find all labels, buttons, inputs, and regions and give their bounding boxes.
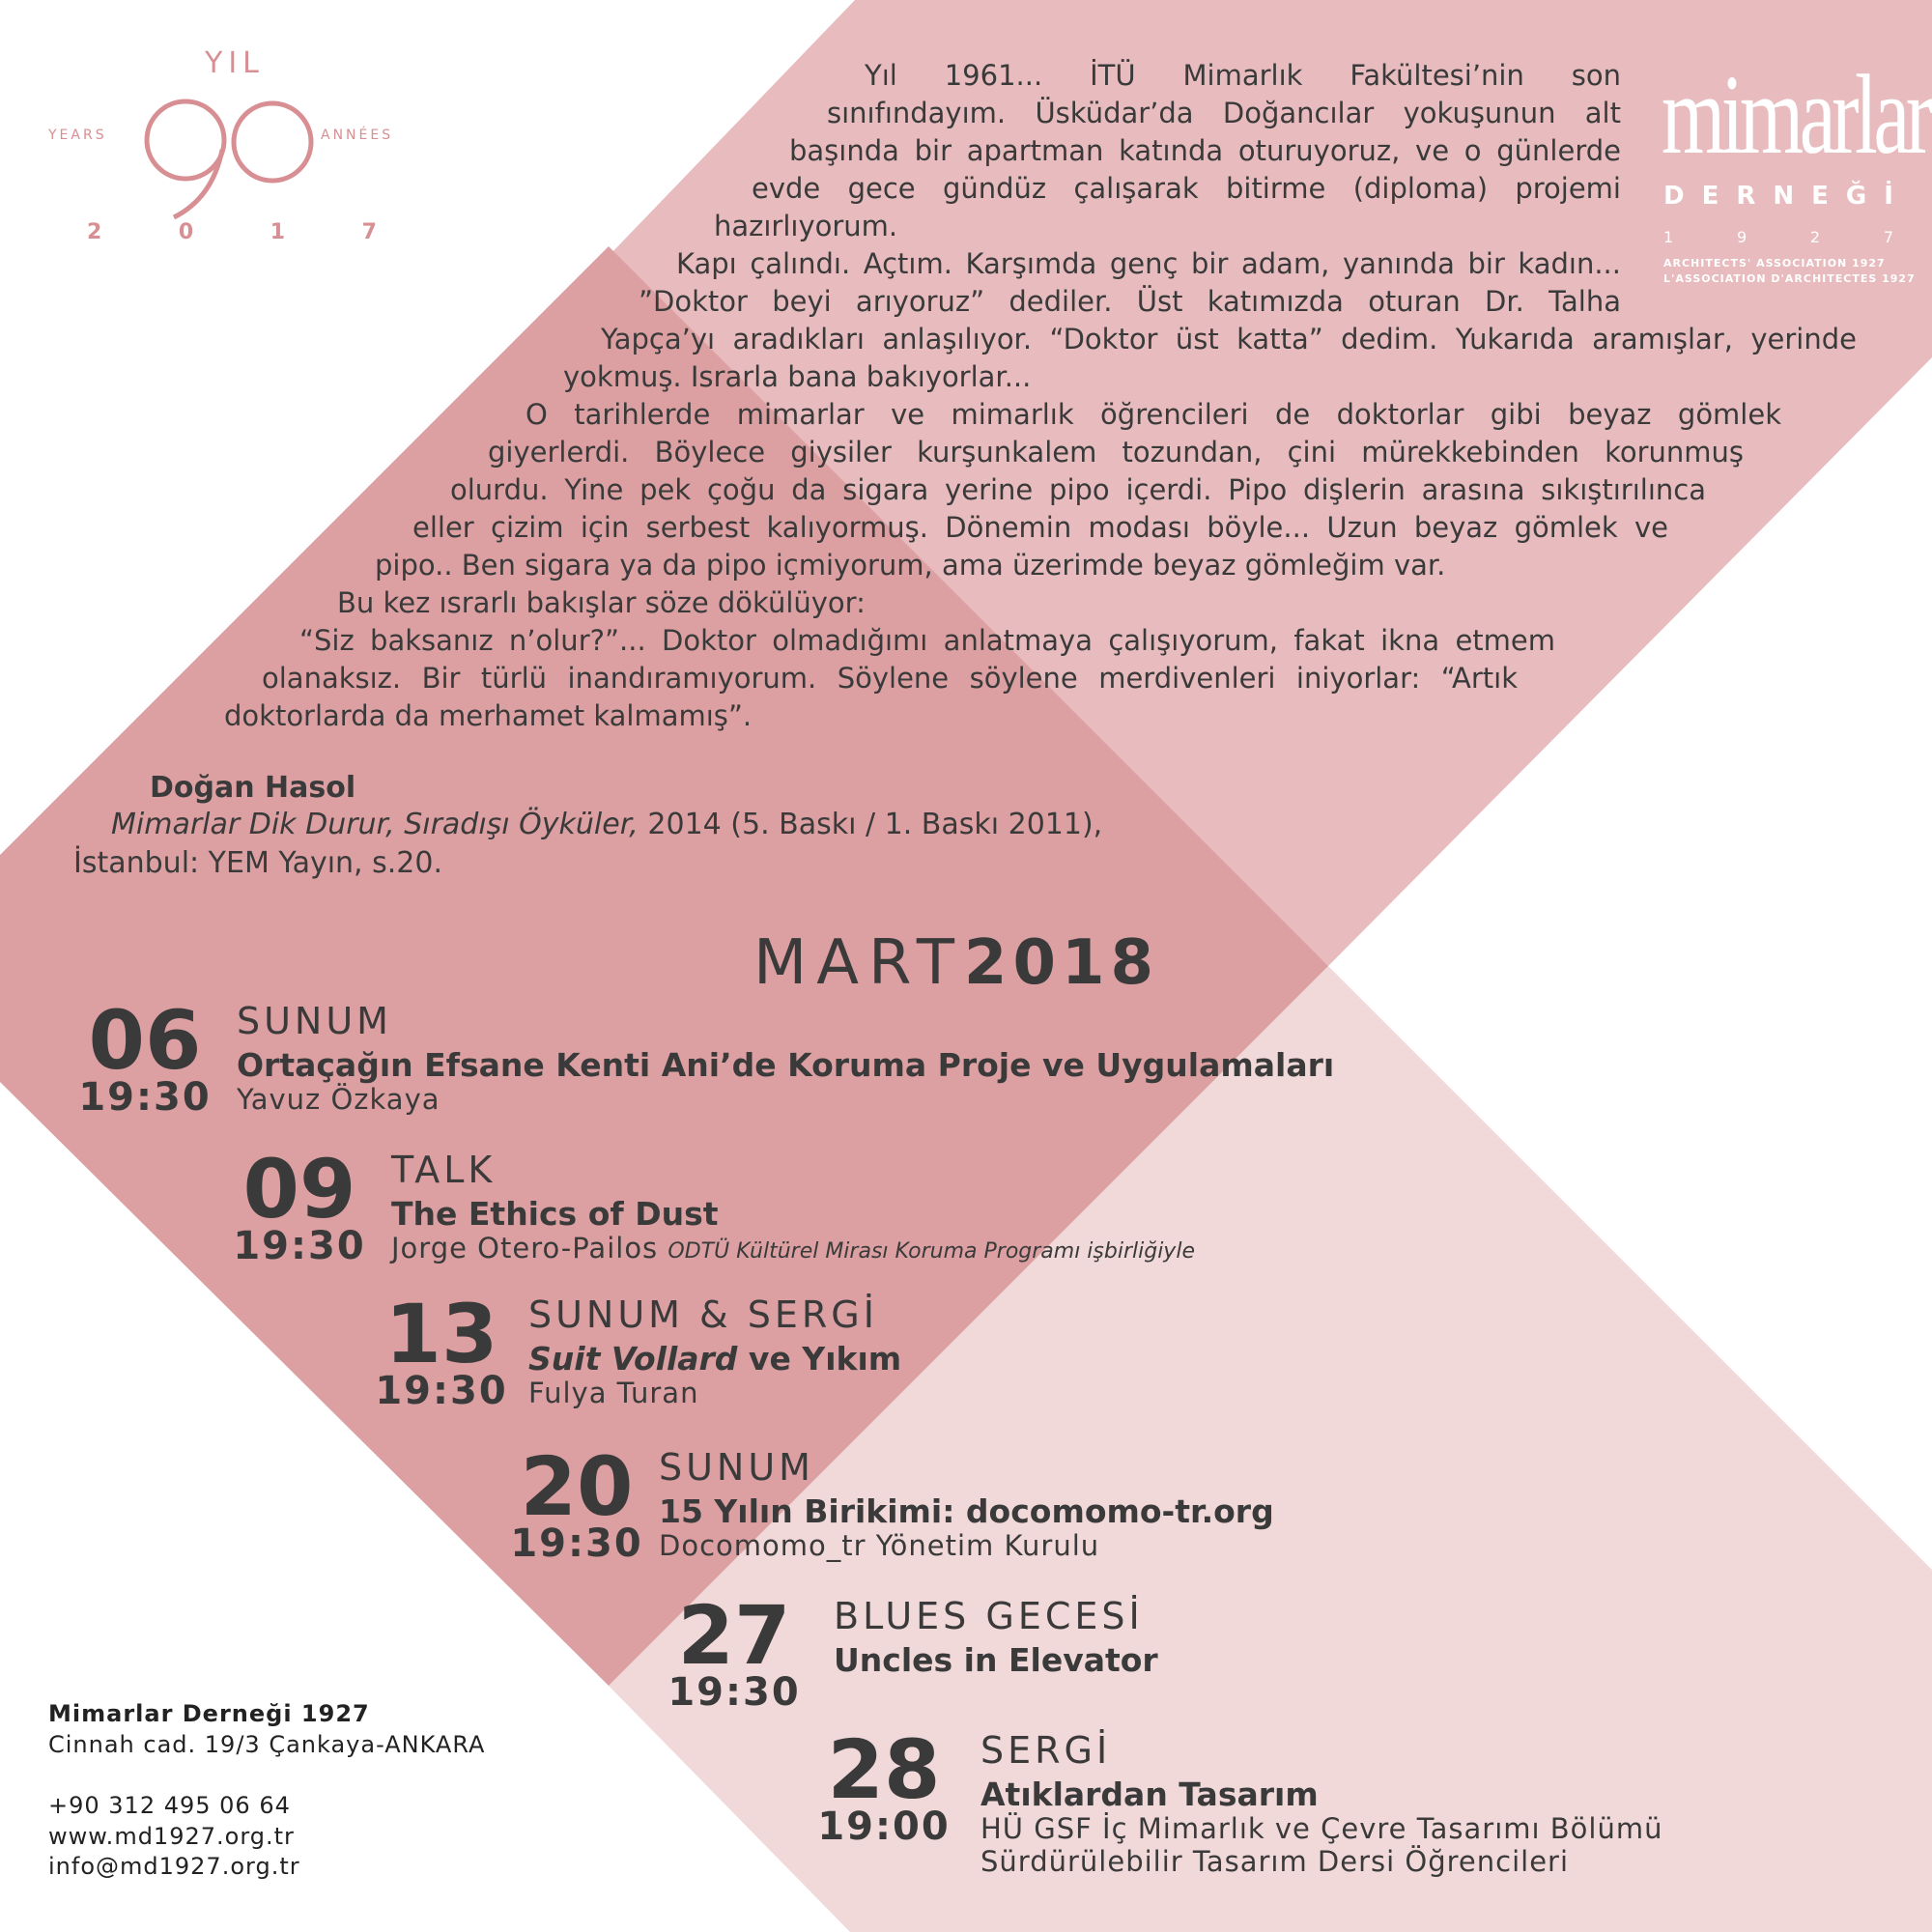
event-type: SUNUM (237, 1000, 392, 1042)
event-speaker-2: Sürdürülebilir Tasarım Dersi Öğrencileri (980, 1845, 1570, 1878)
event-day: 06 (88, 993, 202, 1088)
contact-email[interactable]: info@md1927.org.tr (48, 1853, 300, 1880)
story-line: “Siz baksanız n’olur?”... Doktor olmadığımı anlatmaya çalışıyorum, fakat ikna etmem (299, 624, 1555, 657)
logo-year-digit: 0 (178, 220, 194, 244)
event-time: 19:30 (233, 1224, 366, 1268)
month-name: MART (753, 927, 964, 999)
story-line: Kapı çalındı. Açtım. Karşımda genç bir adam, yanında bir kadın... (676, 247, 1621, 280)
event-title: The Ethics of Dust (391, 1195, 719, 1233)
story-line: pipo.. Ben sigara ya da pipo içmiyorum, ama üzerimde beyaz gömleğim var. (375, 549, 1446, 582)
story-line: sınıfındayım. Üsküdar’da Doğancılar yokuşunun alt (827, 97, 1621, 129)
logo-annees-text: ANNÉES (321, 128, 394, 143)
event-title-italic: Suit Vollard (528, 1340, 738, 1378)
story-line: Yapça’yı aradıkları anlaşılıyor. “Doktor üst katta” dedim. Yukarıda aramışlar, yerinde (601, 323, 1857, 355)
logo-dernegi-text (1663, 182, 1893, 211)
event-item (510, 1439, 1770, 1591)
event-item (668, 1588, 1927, 1740)
story-publisher: İstanbul: YEM Yayın, s.20. (73, 846, 443, 880)
logo-french-text: L'ASSOCIATION D'ARCHITECTES 1927 (1663, 272, 1916, 285)
logo-year (87, 220, 377, 244)
logo-letter: E (1811, 182, 1829, 211)
contact-web[interactable]: www.md1927.org.tr (48, 1823, 295, 1850)
story-line: giyerlerdi. Böylece giysiler kurşunkalem tozundan, çini mürekkebinden korunmuş (488, 436, 1744, 469)
logo-year-digit: 1 (270, 220, 286, 244)
event-day: 13 (384, 1287, 498, 1381)
logo-yil-text: YIL (205, 46, 265, 80)
association-logo (1662, 51, 1929, 290)
logo-letter: N (1773, 182, 1795, 211)
month-header (753, 927, 1159, 999)
logo-mimarlar-text: mimarlar (1662, 51, 1929, 178)
event-type: SUNUM & SERGİ (528, 1293, 878, 1336)
logo-year-digit: 2 (1809, 228, 1821, 246)
logo-letter: R (1736, 182, 1756, 211)
story-author: Doğan Hasol (150, 771, 356, 805)
event-speaker: HÜ GSF İç Mimarlık ve Çevre Tasarımı Bölümü (980, 1812, 1663, 1845)
story-line: evde gece gündüz çalışarak bitirme (diploma) projemi (752, 172, 1621, 205)
story-line: Yıl 1961... İTÜ Mimarlık Fakültesi’nin son (865, 59, 1621, 92)
event-note: ODTÜ Kültürel Mirası Koruma Programı işbirliğiyle (668, 1239, 1195, 1264)
contact-phone: +90 312 495 06 64 (48, 1792, 291, 1819)
event-title-rest: ve Yıkım (737, 1340, 902, 1378)
logo-year-digit: 1 (1663, 228, 1674, 246)
event-speaker: Jorge Otero-Pailos (391, 1232, 659, 1264)
event-title (528, 1340, 901, 1378)
story-line: yokmuş. Israrla bana bakıyorlar... (563, 360, 1032, 393)
logo-letter: E (1701, 182, 1719, 211)
event-time: 19:30 (375, 1369, 508, 1413)
event-item (78, 993, 1338, 1145)
logo-90-glyph (135, 92, 328, 227)
logo-letter: Ğ (1845, 182, 1867, 211)
event-speaker: Fulya Turan (528, 1377, 699, 1409)
book-title: Mimarlar Dik Durur, Sıradışı Öyküler, (111, 808, 639, 841)
logo-year-digit: 7 (1883, 228, 1893, 246)
event-day: 20 (520, 1439, 634, 1534)
logo-year-digit: 7 (361, 220, 377, 244)
month-year: 2018 (963, 927, 1160, 999)
event-title: 15 Yılın Birikimi: docomomo-tr.org (659, 1492, 1274, 1530)
contact-address: Cinnah cad. 19/3 Çankaya-ANKARA (48, 1731, 486, 1758)
event-time: 19:30 (668, 1670, 801, 1715)
logo-english-text: ARCHITECTS' ASSOCIATION 1927 (1663, 257, 1886, 270)
book-info: 2014 (5. Baskı / 1. Baskı 2011), (638, 808, 1103, 841)
event-speaker-line (391, 1232, 1195, 1264)
story-line: doktorlarda da merhamet kalmamış”. (224, 699, 753, 732)
event-day: 27 (677, 1588, 791, 1683)
logo-letter: İ (1884, 182, 1893, 211)
event-item (375, 1287, 1634, 1438)
event-speaker: Yavuz Özkaya (237, 1083, 440, 1116)
event-time: 19:30 (510, 1521, 643, 1566)
logo-year-digit: 9 (1736, 228, 1747, 246)
event-day: 09 (242, 1142, 356, 1236)
logo-1927-text (1663, 228, 1893, 246)
event-title: Atıklardan Tasarım (980, 1776, 1319, 1813)
logo-year-digit: 2 (87, 220, 102, 244)
event-type: SERGİ (980, 1729, 1112, 1772)
story-line: Bu kez ısrarlı bakışlar söze dökülüyor: (337, 586, 866, 619)
story-line: ”Doktor beyi arıyoruz” dediler. Üst katımızda oturan Dr. Talha (639, 285, 1621, 318)
event-time: 19:30 (78, 1075, 212, 1120)
event-title: Ortaçağın Efsane Kenti Ani’de Koruma Proje ve Uygulamaları (237, 1046, 1335, 1084)
story-line: olurdu. Yine pek çoğu da sigara yerine pipo içerdi. Pipo dişlerin arasına sıkıştırılınca (450, 473, 1706, 506)
story-line: başında bir apartman katında oturuyoruz, ve o günlerde (789, 134, 1621, 167)
event-type: TALK (391, 1149, 497, 1191)
event-type: BLUES GECESİ (834, 1595, 1144, 1637)
logo-years-text: YEARS (48, 128, 107, 143)
story-line: hazırlıyorum. (714, 210, 898, 242)
event-type: SUNUM (659, 1446, 814, 1489)
event-speaker: Docomomo_tr Yönetim Kurulu (659, 1529, 1100, 1562)
story-line: olanaksız. Bir türlü inandıramıyorum. Söylene söylene merdivenleri iniyorlar: “Artık (262, 662, 1518, 695)
event-title: Uncles in Elevator (834, 1641, 1158, 1679)
event-item (817, 1722, 1932, 1878)
story-line: eller çizim için serbest kalıyormuş. Dönemin modası böyle... Uzun beyaz gömlek ve (412, 511, 1668, 544)
logo-letter: D (1663, 182, 1685, 211)
story-book (111, 808, 1102, 841)
event-day: 28 (827, 1722, 941, 1817)
story-line: O tarihlerde mimarlar ve mimarlık öğrencileri de doktorlar gibi beyaz gömlek (526, 398, 1781, 431)
contact-org: Mimarlar Derneği 1927 (48, 1700, 370, 1727)
event-item (233, 1142, 1492, 1293)
event-time: 19:00 (817, 1804, 951, 1849)
anniversary-logo (39, 39, 396, 261)
